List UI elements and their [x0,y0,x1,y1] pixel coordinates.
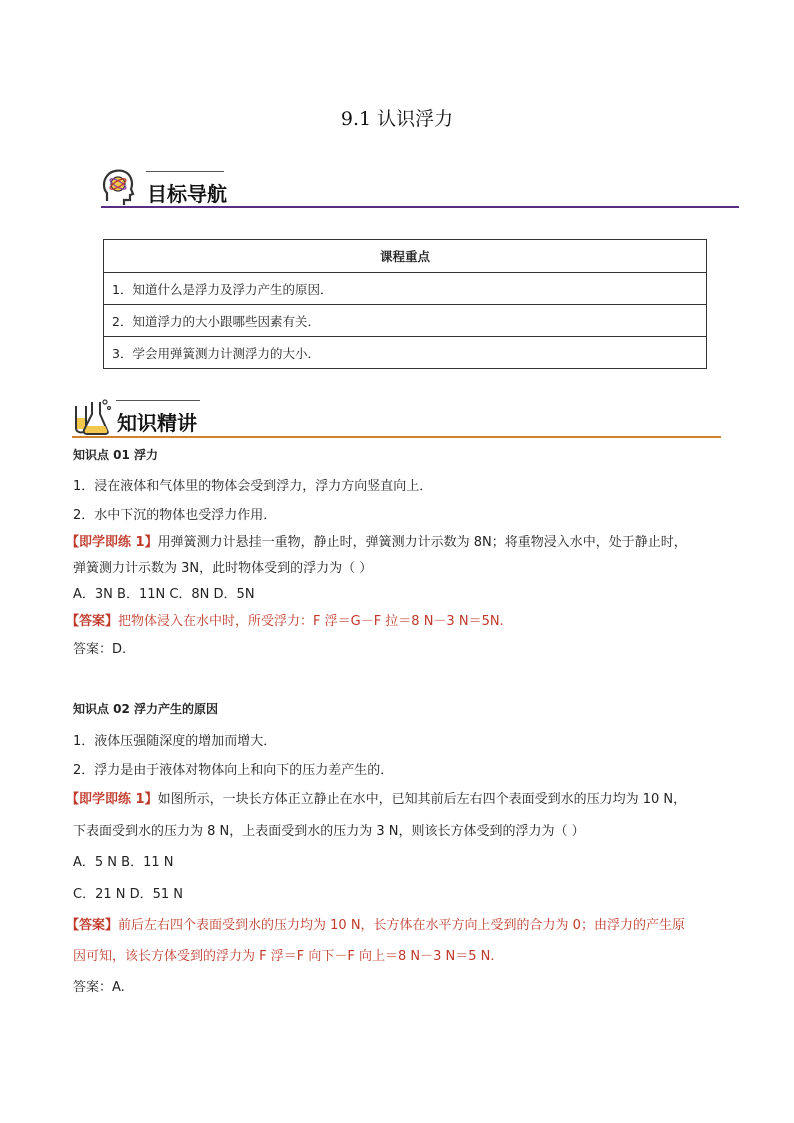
table-row: 2．知道浮力的大小跟哪些因素有关． [104,305,707,337]
section-top-line [116,400,200,401]
point-item: 2．水中下沉的物体也受浮力作用． [73,508,277,523]
section-heading-knowledge: 知识精讲 [117,411,197,435]
practice-tag: 【即学即练 1】 [66,535,158,550]
key-points-table [103,239,707,369]
answer-explanation [66,612,504,632]
brain-head-icon [101,167,137,207]
table-row: 3．学会用弹簧测力计测浮力的大小． [104,337,707,369]
final-answer: 答案：A. [73,980,125,995]
practice-text: 如图所示，一块长方体正立静止在水中，已知其前后左右四个表面受到水的压力均为 10 N， [157,792,687,807]
practice-question [66,790,686,810]
practice-tag: 【即学即练 1】 [66,792,158,807]
table-header: 课程重点 [104,240,707,273]
answer-tag: 【答案】 [66,918,119,933]
answer-options: A．5 N B．11 N [73,855,174,870]
answer-explanation [66,916,685,936]
answer-text: 把物体浸入在水中时，所受浮力：F 浮＝G－F 拉＝8 N－3 N＝5N. [118,614,504,629]
section-rule [101,206,739,208]
practice-text: 下表面受到水的压力为 8 N，上表面受到水的压力为 3 N，则该长方体受到的浮力为（ ） [73,824,585,839]
page-title: 9.1 认识浮力 [340,108,454,130]
practice-text: 弹簧测力计示数为 3N，此时物体受到的浮力为（ ） [73,561,373,576]
point-item: 1．液体压强随深度的增加而增大． [73,734,277,749]
answer-tag: 【答案】 [66,614,119,629]
section-top-line [146,171,224,172]
answer-options: A．3N B．11N C．8N D．5N [73,587,255,602]
lab-flask-icon [72,398,112,436]
point-item: 2．浮力是由于液体对物体向上和向下的压力差产生的． [73,763,394,778]
answer-text: 前后左右四个表面受到水的压力均为 10 N，长方体在水平方向上受到的合力为 0；由浮力的产生原 [118,918,685,933]
practice-question [66,533,687,553]
point-item: 1．浸在液体和气体里的物体会受到浮力，浮力方向竖直向上． [73,479,433,494]
answer-text: 因可知，该长方体受到的浮力为 F 浮＝F 向下－F 向上＝8 N－3 N＝5 N. [73,949,495,964]
section-rule [72,436,721,438]
section-heading-goals: 目标导航 [147,182,227,206]
practice-text: 用弹簧测力计悬挂一重物，静止时，弹簧测力计示数为 8N；将重物浸入水中，处于静止时， [157,535,687,550]
final-answer: 答案：D. [73,642,127,657]
knowledge-point-label: 知识点 02 浮力产生的原因 [73,702,219,716]
knowledge-point-label: 知识点 01 浮力 [73,448,159,462]
answer-options: C．21 N D．51 N [73,887,184,902]
table-row: 1．知道什么是浮力及浮力产生的原因． [104,273,707,305]
